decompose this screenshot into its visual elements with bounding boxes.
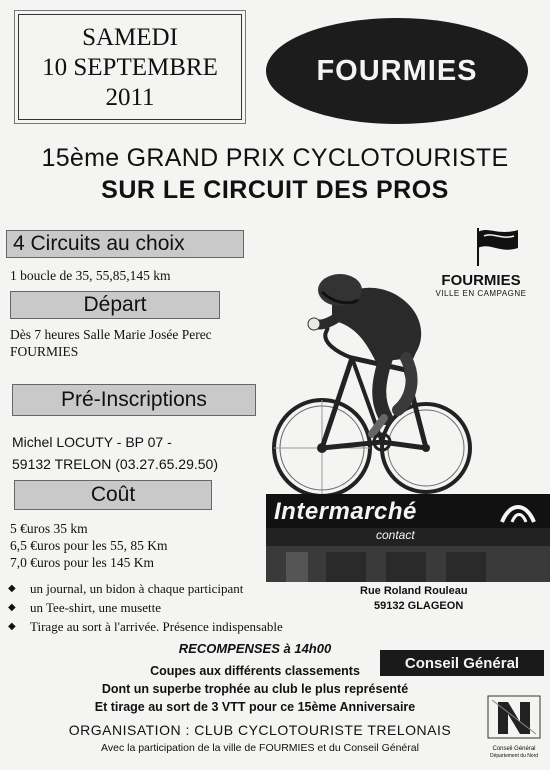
conseil-general-text: Conseil Général xyxy=(404,654,520,672)
event-subtitle: SUR LE CIRCUIT DES PROS xyxy=(101,176,449,204)
store-address-city: 59132 GLAGEON xyxy=(374,600,464,612)
organisation-line: ORGANISATION : CLUB CYCLOTOURISTE TRELONAIS xyxy=(68,722,452,738)
nord-n-icon xyxy=(486,694,542,740)
cout-heading-text: Coût xyxy=(90,483,136,506)
price-line: 7,0 €uros pour les 145 Km xyxy=(10,555,154,570)
list-item xyxy=(8,618,283,635)
inscriptions-heading-text: Pré-Inscriptions xyxy=(61,388,207,411)
price-line: 5 €uros 35 km xyxy=(10,521,88,536)
city-name: FOURMIES xyxy=(316,54,478,87)
cyclist-illustration xyxy=(266,262,476,494)
circuits-heading xyxy=(6,230,244,258)
store-logo-icon xyxy=(498,498,538,526)
list-item xyxy=(8,599,161,616)
bullet-icon: ◆ xyxy=(8,621,16,632)
list-item-text: un journal, un bidon à chaque participant xyxy=(30,581,244,596)
fourmies-logo-tagline: VILLE EN CAMPAGNE xyxy=(435,289,527,298)
depart-line1: Dès 7 heures Salle Marie Josée Perec xyxy=(10,327,212,342)
cout-heading xyxy=(14,480,212,510)
price-line: 6,5 €uros pour les 55, 85 Km xyxy=(10,538,168,553)
participation-line: Avec la participation de la ville de FOURMIES et du Conseil Général xyxy=(101,742,419,754)
date-year: 2011 xyxy=(105,84,155,111)
event-title: 15ème GRAND PRIX CYCLOTOURISTE xyxy=(41,144,509,172)
bullet-icon: ◆ xyxy=(8,583,16,594)
inscriptions-line2: 59132 TRELON (03.27.65.29.50) xyxy=(12,456,218,472)
city-oval xyxy=(266,18,528,124)
dept-line2: Département du Nord xyxy=(489,753,539,759)
store-address xyxy=(360,584,480,614)
inscriptions-line1: Michel LOCUTY - BP 07 - xyxy=(12,434,172,450)
rewards-line1: Coupes aux différents classements xyxy=(150,664,360,678)
date-day: SAMEDI xyxy=(82,24,178,51)
depart-line2: FOURMIES xyxy=(10,344,79,359)
date-box xyxy=(18,14,242,120)
store-name: Intermarché xyxy=(274,498,417,525)
departement-nord-logo xyxy=(486,694,542,764)
list-item xyxy=(8,580,244,597)
circuits-text: 1 boucle de 35, 55,85,145 km xyxy=(10,268,171,283)
list-item-text: Tirage au sort à l'arrivée. Présence indispensable xyxy=(30,619,283,634)
store-subname: contact xyxy=(376,528,415,542)
depart-heading xyxy=(10,291,220,319)
dept-line1: Conseil Général xyxy=(492,746,536,752)
depart-heading-text: Départ xyxy=(83,293,147,316)
store-address-street: Rue Roland Rouleau xyxy=(360,585,468,597)
fourmies-logo-name: FOURMIES xyxy=(441,272,521,289)
circuits-heading-text: 4 Circuits au choix xyxy=(13,232,185,255)
inscriptions-heading xyxy=(12,384,256,416)
bullet-icon: ◆ xyxy=(8,602,16,613)
rewards-line3: Et tirage au sort de 3 VTT pour ce 15ème Anniversaire xyxy=(94,700,416,714)
rewards-title: RECOMPENSES à 14h00 xyxy=(178,641,332,656)
intermarche-sign xyxy=(266,494,550,582)
rewards-line2: Dont un superbe trophée au club le plus représenté xyxy=(101,682,409,696)
list-item-text: un Tee-shirt, une musette xyxy=(30,600,161,615)
date-month: 10 SEPTEMBRE xyxy=(42,54,218,81)
